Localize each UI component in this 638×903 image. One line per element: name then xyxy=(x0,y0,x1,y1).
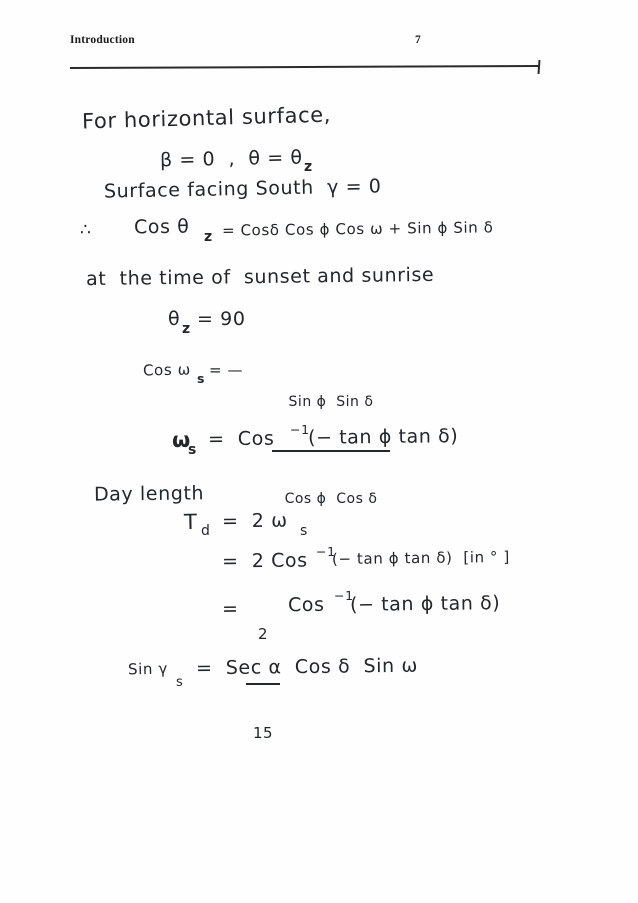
subscript-z-cos: z xyxy=(204,229,213,245)
exponent-minus-one-fraction: −1 xyxy=(334,588,354,603)
fraction-two-fifteenths xyxy=(246,588,280,780)
exponent-minus-one-omega: −1 xyxy=(290,422,310,437)
handwritten-cos-theta-z-rhs: = Cosδ Cos ϕ Cos ω + Sin ϕ Sin δ xyxy=(221,218,494,240)
fraction-numerator: Sin ϕ Sin δ xyxy=(288,393,374,410)
handwritten-equals-cos: = Cos xyxy=(207,427,275,451)
subscript-s-gamma: s xyxy=(176,675,184,690)
subscript-z-theta: z xyxy=(304,159,313,175)
handwritten-Td: T xyxy=(183,509,198,535)
fraction-denominator-15: 15 xyxy=(252,723,274,742)
fraction-denominator: Cos ϕ Cos δ xyxy=(284,491,378,508)
therefore-symbol: ∴ xyxy=(80,220,92,240)
handwritten-sin-gamma: Sin γ xyxy=(127,659,169,679)
header-rule-end-tick xyxy=(538,60,541,74)
subscript-s-omega-solution: s xyxy=(188,442,197,458)
handwritten-cos-term: Cos xyxy=(287,593,325,617)
handwritten-sec-alpha-cos-delta-sin-omega: = Sec α Cos δ Sin ω xyxy=(195,654,419,680)
fraction-numerator-2: 2 xyxy=(257,624,269,643)
handwritten-line-surface-facing-south: Surface facing South γ = 0 xyxy=(103,175,382,203)
handwritten-line-beta-theta: β = 0 , θ = θ xyxy=(159,146,303,172)
handwritten-arg-tan-phi-tan-delta: (− tan ϕ tan δ) xyxy=(307,425,459,449)
subscript-s-omega: s xyxy=(197,371,206,386)
handwritten-arg-in-degrees: (− tan ϕ tan δ) [in ° ] xyxy=(331,547,511,569)
fraction-bar-2 xyxy=(246,683,280,685)
handwritten-omega: ω xyxy=(171,427,192,453)
subscript-z-theta-90: z xyxy=(182,321,191,337)
handwritten-line-at-time-of-sunset-sunrise: at the time of sunset and sunrise xyxy=(85,263,435,291)
handwritten-cos-theta-z: Cos θ xyxy=(133,215,190,239)
exponent-minus-one-deg: −1 xyxy=(316,544,336,559)
subscript-s-2omega: s xyxy=(300,523,308,539)
fraction-bar xyxy=(272,450,390,452)
handwritten-line-for-horizontal-surface: For horizontal surface, xyxy=(81,102,332,134)
handwritten-cos-omega: Cos ω xyxy=(142,360,191,380)
handwritten-arg-tan-phi-tan-delta-2: (− tan ϕ tan δ) xyxy=(349,592,501,616)
handwritten-theta: θ xyxy=(167,307,181,331)
header-rule xyxy=(70,65,540,69)
page-header xyxy=(70,34,568,52)
handwritten-equals-90: = 90 xyxy=(197,308,246,330)
handwritten-equals-2-cos: = 2 Cos xyxy=(221,549,308,573)
header-page-number: 7 xyxy=(415,34,421,46)
handwritten-day-length-label: Day length xyxy=(93,482,205,506)
subscript-d-Td: d xyxy=(201,523,211,539)
handwritten-equals-fraction: = xyxy=(221,597,239,621)
handwritten-equals-2-omega: = 2 ω xyxy=(221,509,288,533)
header-chapter-label: Introduction xyxy=(70,34,135,46)
handwritten-equals-minus: = — xyxy=(209,361,244,379)
fraction-sin-over-cos xyxy=(272,356,390,546)
